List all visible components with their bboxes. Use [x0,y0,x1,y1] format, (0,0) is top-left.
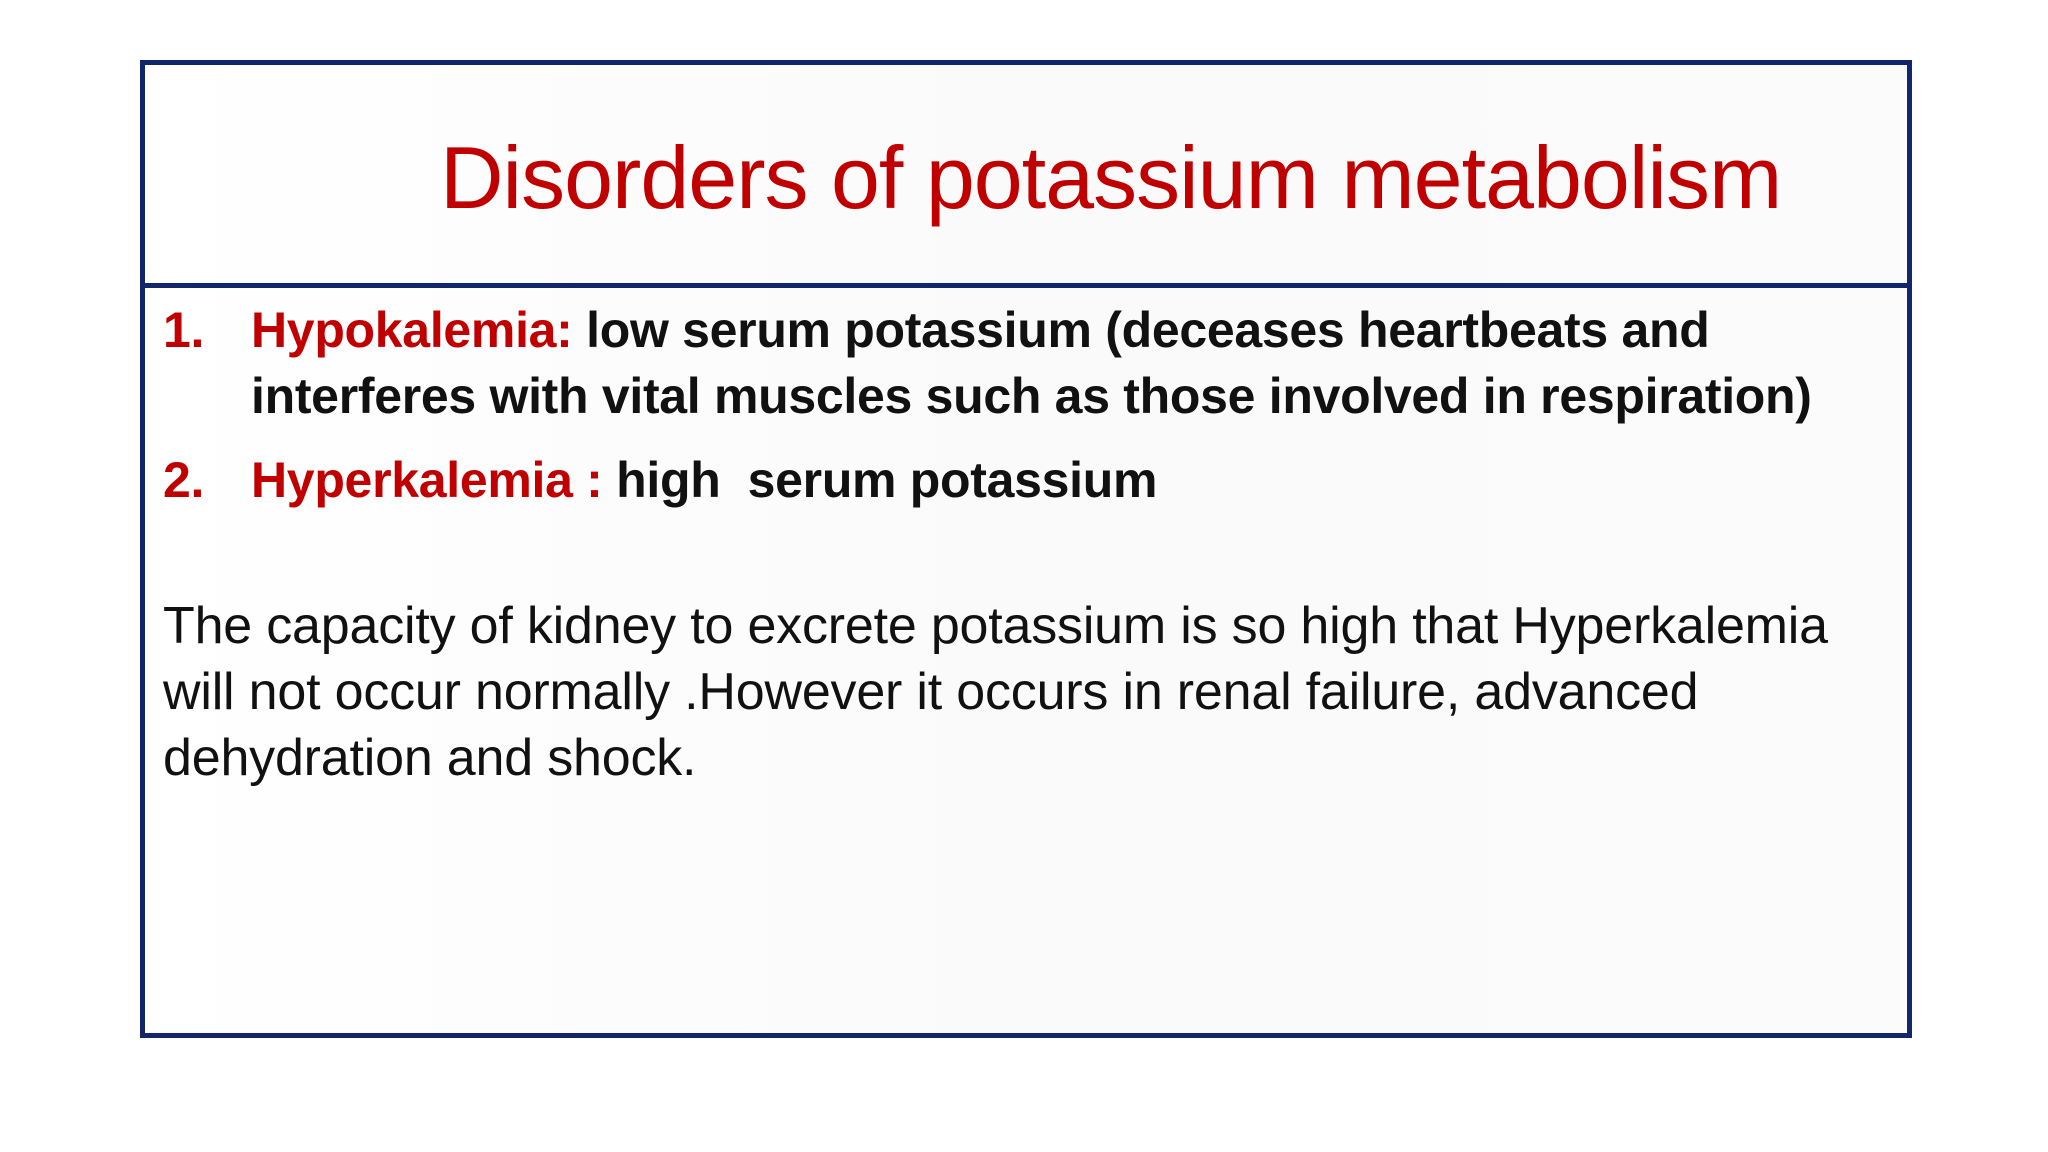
body-paragraph: The capacity of kidney to excrete potassium is so high that Hyperkalemia will not occur normally .However it occurs in renal failure, advanced dehydration and shock. [163,597,1828,787]
title-divider [145,283,1907,288]
slide-title: Disorders of potassium metabolism [440,128,1782,227]
description-hyperkalemia: high serum potassium [602,452,1158,508]
description-hypokalemia: low serum potassium (deceases heartbeats and interferes with vital muscles such as those involved in respiration) [251,302,1812,424]
list-item-hyperkalemia [163,447,1903,513]
disorder-list [163,297,1903,531]
list-item-hypokalemia [163,297,1903,429]
term-hypokalemia: Hypokalemia: [251,302,573,358]
slide-frame [140,60,1912,1038]
list-number: 1. [163,302,205,358]
term-hyperkalemia: Hyperkalemia : [251,452,603,508]
list-number: 2. [163,452,205,508]
